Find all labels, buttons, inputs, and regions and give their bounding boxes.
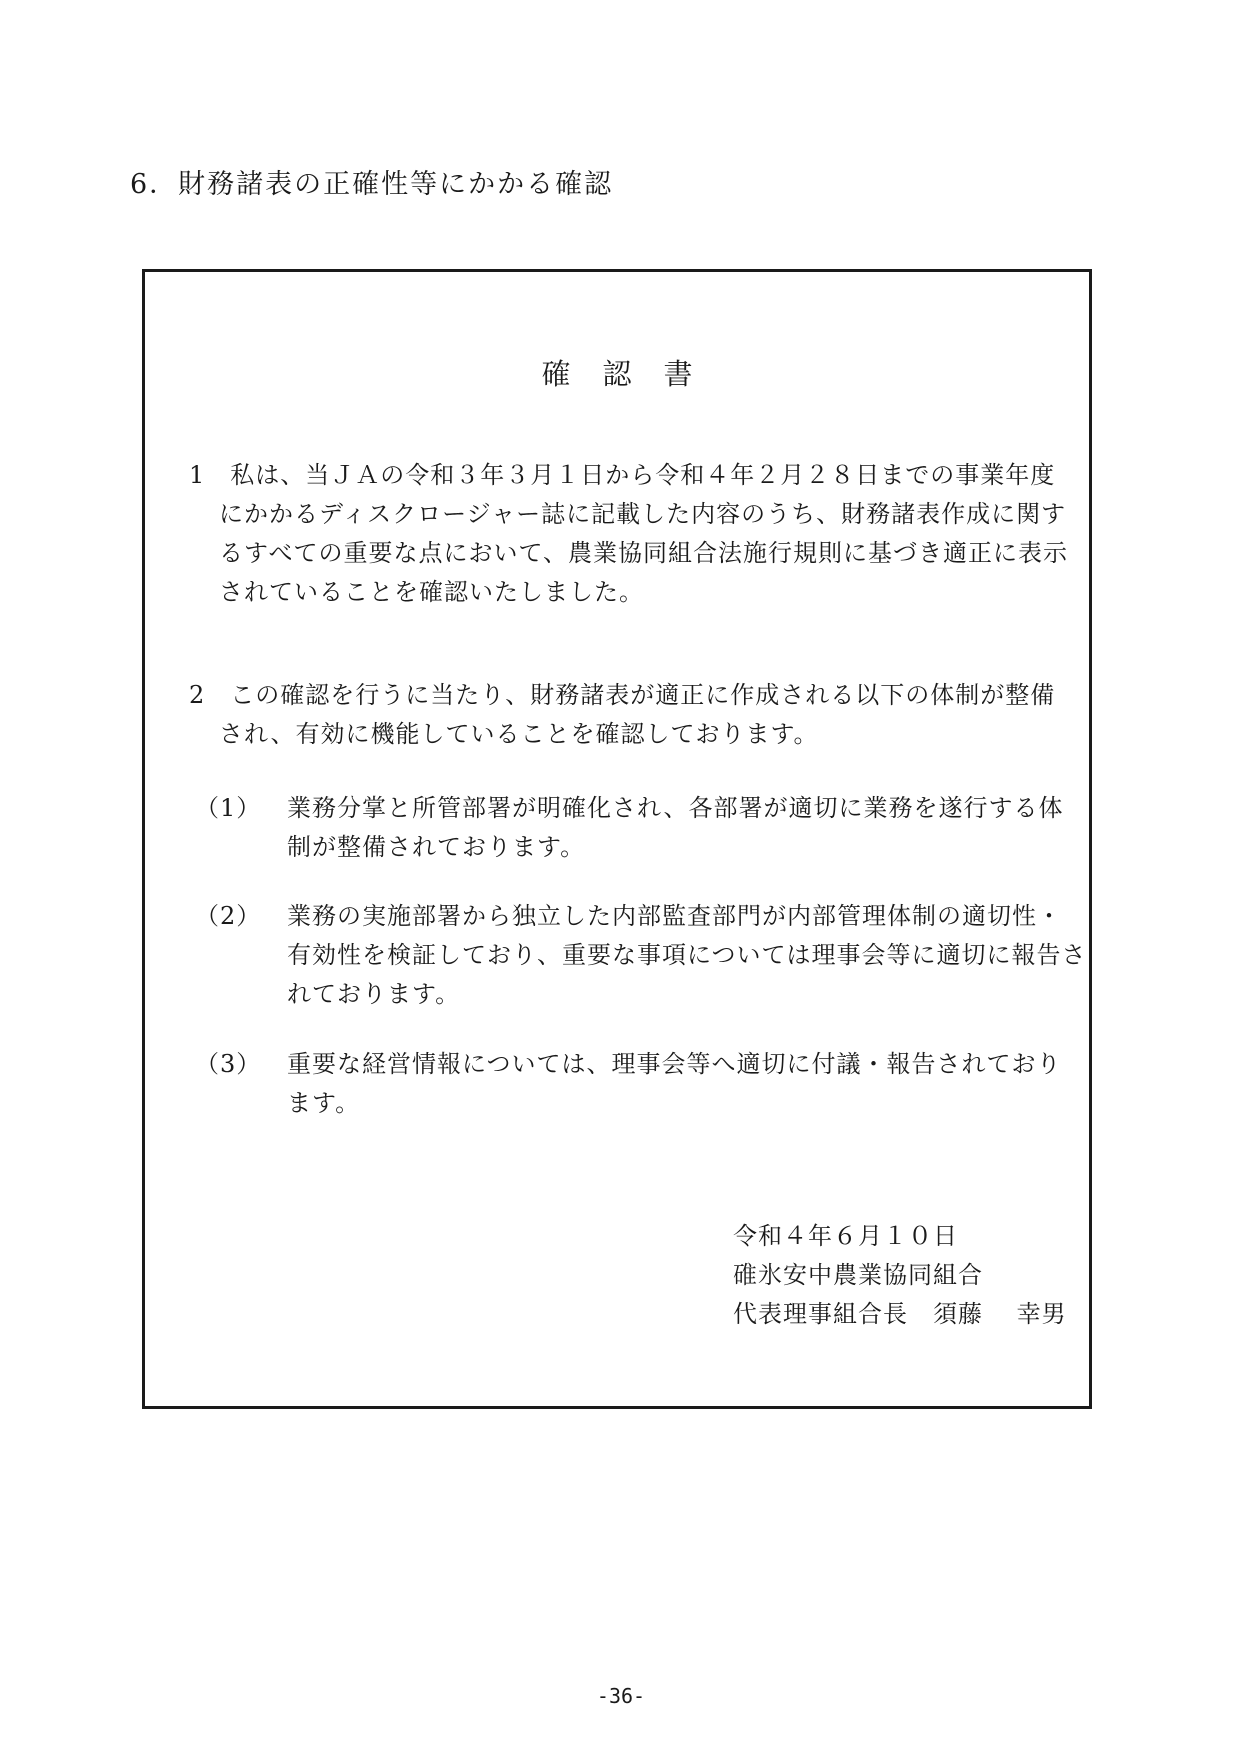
paragraph-2-number: 2 [189, 681, 206, 709]
paragraph-2-line-1: 2 この確認を行うに当たり、財務諸表が適正に作成される以下の体制が整備 [189, 676, 1055, 715]
sub-item-2-line-2: 有効性を検証しており、重要な事項については理事会等に適切に報告さ [287, 941, 1087, 969]
section-heading: 6．財務諸表の正確性等にかかる確認 [130, 169, 614, 200]
sub-item-1-number: （1） [195, 794, 262, 822]
sub-item-1 [195, 789, 1063, 867]
sub-item-2-line-3: れております。 [287, 980, 461, 1008]
sub-item-2-number: （2） [195, 902, 262, 930]
page-number: -36- [596, 1684, 646, 1708]
paragraph-1-number: 1 [189, 461, 206, 489]
sub-item-2 [195, 897, 1087, 1014]
confirmation-box [142, 269, 1092, 1409]
sub-item-3-line-1: （3） 重要な経営情報については、理事会等へ適切に付議・報告されており [195, 1045, 1062, 1084]
paragraph-1-line-1: 1 私は、当ＪＡの令和３年３月１日から令和４年２月２８日までの事業年度 [189, 456, 1068, 495]
paragraph-1 [189, 456, 1068, 612]
signature-representative: 代表理事組合長 須藤 幸男 [733, 1300, 1067, 1328]
paragraph-2 [189, 676, 1055, 754]
signature-block [733, 1217, 1067, 1334]
paragraph-1-line-4: されていることを確認いたしました。 [219, 578, 644, 606]
signature-date: 令和４年６月１０日 [733, 1222, 958, 1250]
sub-item-1-line-1: （1） 業務分掌と所管部署が明確化され、各部署が適切に業務を遂行する体 [195, 789, 1063, 828]
sub-item-1-line-2: 制が整備されております。 [287, 833, 586, 861]
paragraph-1-line-3: るすべての重要な点において、農業協同組合法施行規則に基づき適正に表示 [219, 539, 1069, 567]
confirmation-title: 確認書 [541, 357, 725, 391]
paragraph-1-line-2: にかかるディスクロージャー誌に記載した内容のうち、財務諸表作成に関す [219, 500, 1067, 528]
sub-item-3-line-2: ます。 [287, 1089, 361, 1117]
signature-organization: 碓氷安中農業協同組合 [733, 1261, 983, 1289]
sub-item-2-line-1: （2） 業務の実施部署から独立した内部監査部門が内部管理体制の適切性・ [195, 897, 1087, 936]
sub-item-3-number: （3） [195, 1050, 262, 1078]
paragraph-2-line-2: され、有効に機能していることを確認しております。 [219, 720, 819, 748]
sub-item-3 [195, 1045, 1062, 1123]
